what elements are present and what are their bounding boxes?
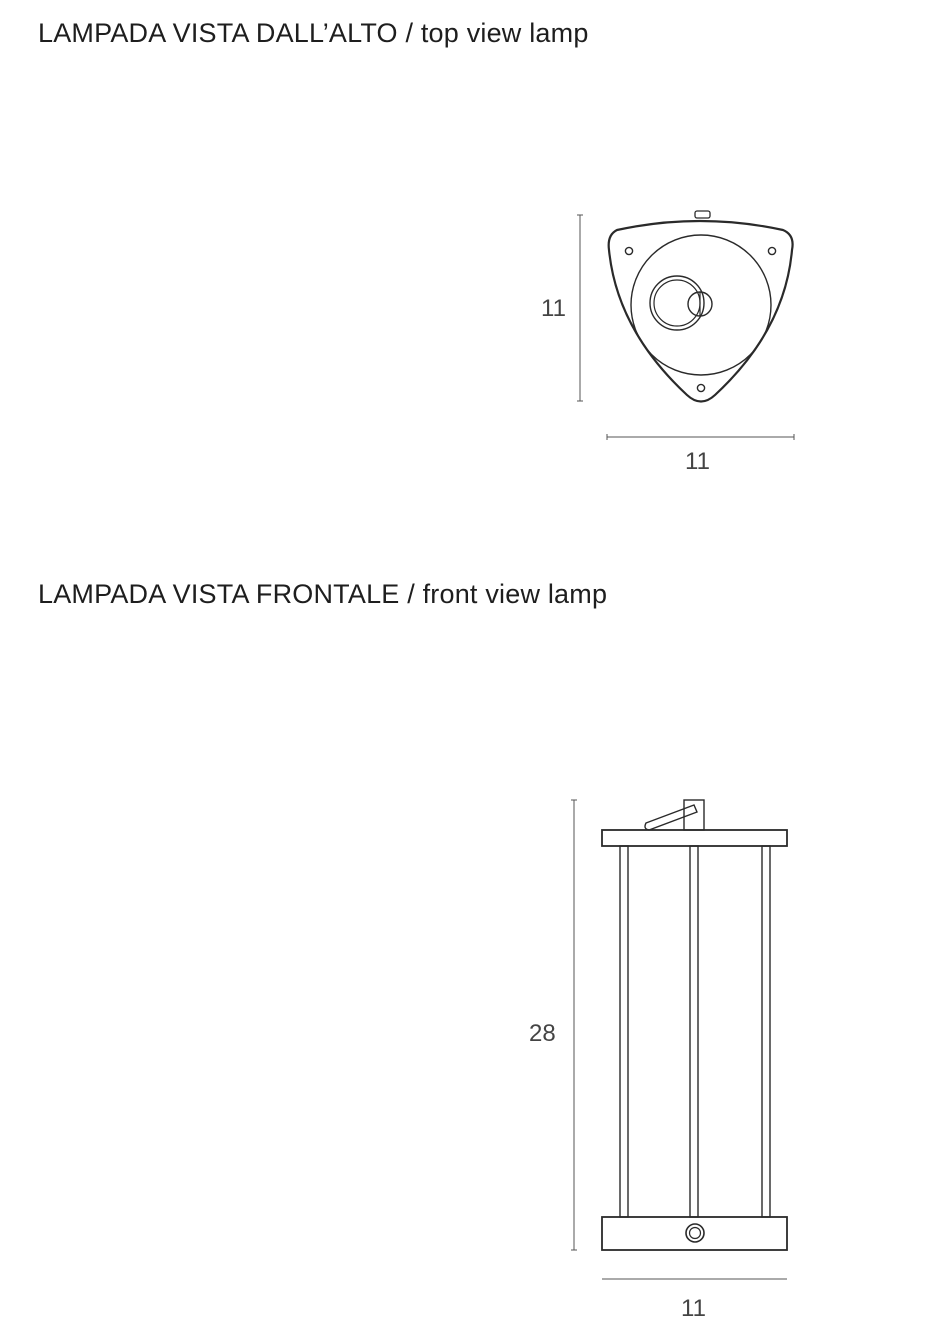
front-view-height-label: 28 [529, 1020, 556, 1047]
handle-ring-outer [650, 276, 704, 330]
top-view-drawing [609, 211, 793, 402]
screw-hole-top-left [625, 247, 632, 254]
rod-center [690, 846, 698, 1217]
lamp-top-disc [631, 235, 771, 375]
handle-bar [645, 805, 697, 830]
screw-hole-top-right [768, 247, 775, 254]
top-cap [602, 830, 787, 846]
front-view-drawing [602, 800, 787, 1250]
rod-right [762, 846, 770, 1217]
top-view-title: LAMPADA VISTA DALL’ALTO / top view lamp [38, 18, 589, 48]
screw-hole-bottom [697, 384, 704, 391]
base [602, 1217, 787, 1250]
top-connector [695, 211, 710, 218]
front-view-title: LAMPADA VISTA FRONTALE / front view lamp [38, 579, 608, 609]
switch-button-inner [690, 1228, 701, 1239]
rod-left [620, 846, 628, 1217]
front-view-dimensions [571, 800, 787, 1279]
switch-button-outer [686, 1224, 704, 1242]
top-view-width-label: 11 [685, 448, 710, 475]
top-view-height-label: 11 [541, 295, 566, 322]
front-view-width-label: 11 [681, 1295, 706, 1322]
handle-ring-inner [654, 280, 700, 326]
